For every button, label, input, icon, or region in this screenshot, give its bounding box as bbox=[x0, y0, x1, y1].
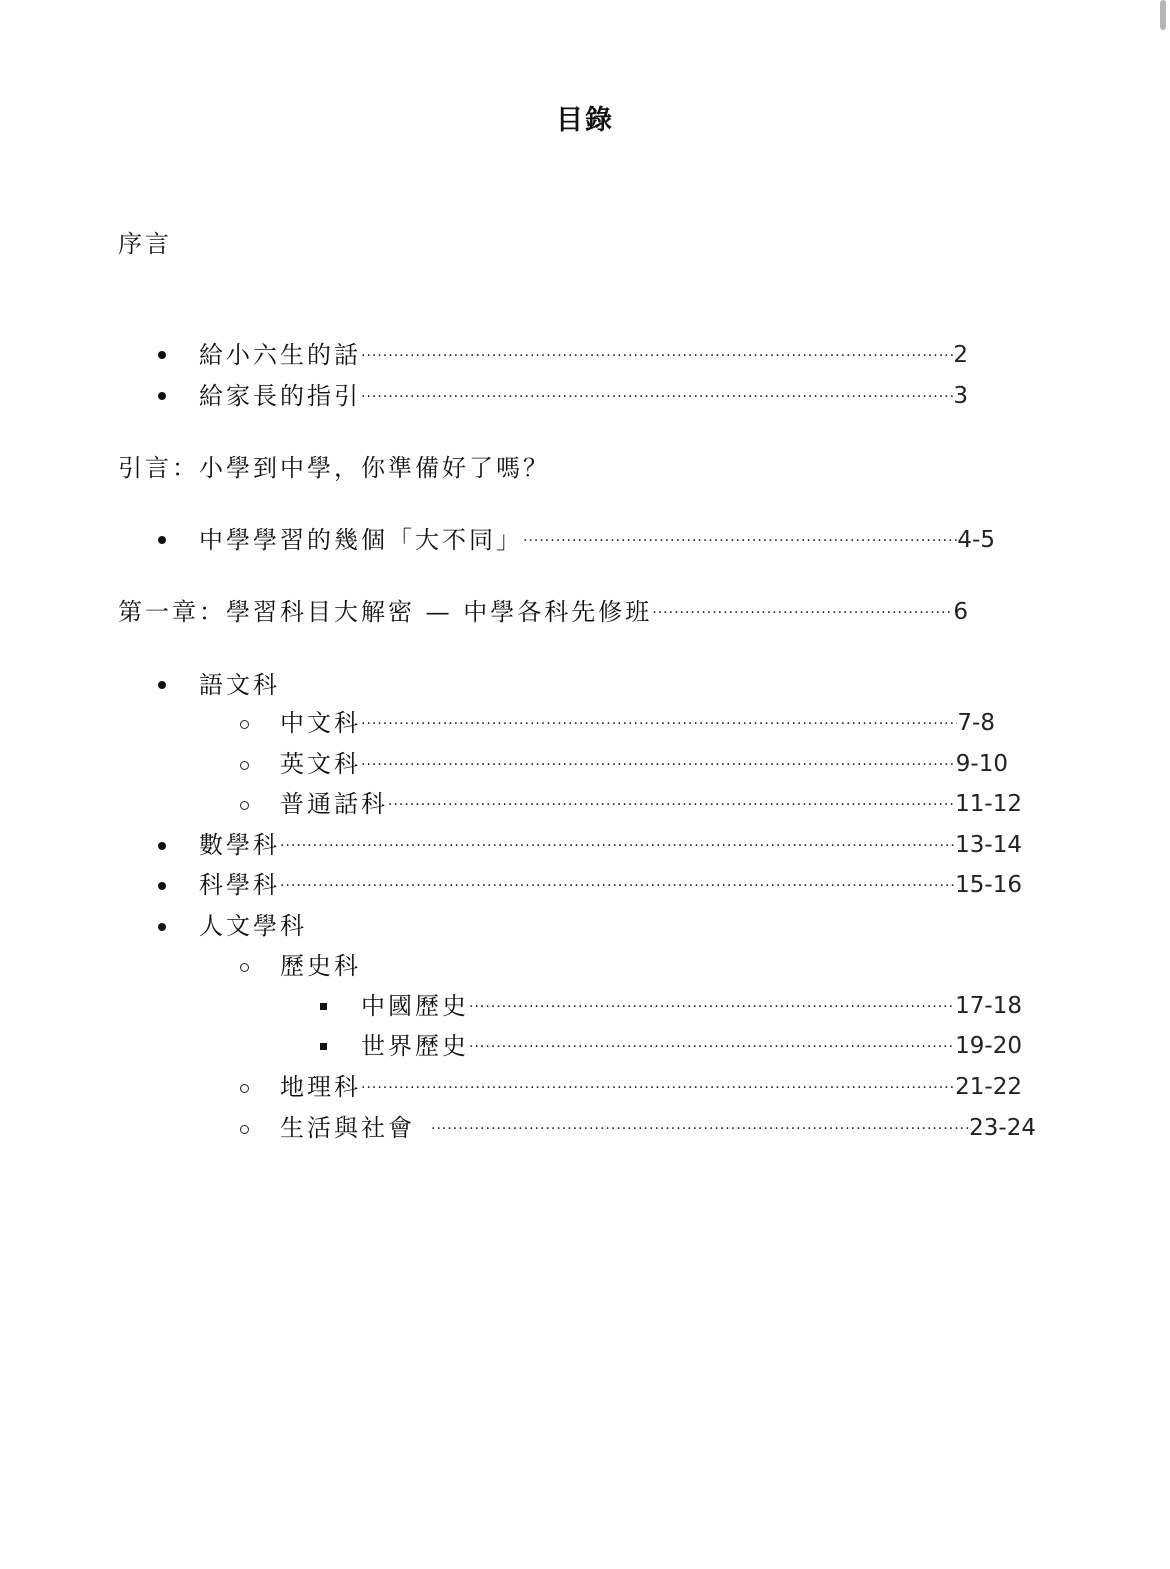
bullet-circle-icon bbox=[240, 1125, 249, 1134]
bullet-disc-icon bbox=[158, 536, 166, 544]
bullet-circle-icon bbox=[240, 1084, 249, 1093]
bullet-disc-icon bbox=[158, 351, 166, 359]
toc-entry-label: 人文學科 bbox=[199, 912, 307, 940]
toc-entry-label: 第一章：學習科目大解密 — 中學各科先修班 bbox=[118, 598, 653, 626]
dot-leader bbox=[469, 991, 955, 1023]
toc-entry-science[interactable] bbox=[199, 869, 1022, 901]
toc-entry-label: 中文科 bbox=[280, 709, 361, 737]
bullet-disc-icon bbox=[158, 923, 166, 931]
dot-leader bbox=[431, 1113, 969, 1145]
dot-leader bbox=[361, 708, 957, 740]
toc-entry-page: 9-10 bbox=[955, 751, 1008, 777]
toc-entry-label: 數學科 bbox=[199, 831, 280, 859]
toc-group-humanities bbox=[199, 910, 307, 942]
toc-group-languages bbox=[199, 669, 280, 701]
toc-entry-page: 4-5 bbox=[957, 527, 995, 553]
toc-entry-page: 2 bbox=[953, 342, 968, 368]
dot-leader bbox=[280, 870, 955, 902]
bullet-circle-icon bbox=[240, 761, 249, 770]
toc-entry-life-and-society[interactable] bbox=[280, 1112, 1036, 1144]
page-title: 目錄 bbox=[556, 105, 614, 136]
toc-entry-label: 給小六生的話 bbox=[199, 341, 361, 369]
toc-entry-label: 生活與社會 bbox=[280, 1114, 415, 1142]
toc-entry-label: 世界歷史 bbox=[361, 1032, 469, 1060]
dot-leader bbox=[469, 1031, 955, 1063]
toc-entry-page: 23-24 bbox=[969, 1115, 1036, 1141]
toc-entry-page: 6 bbox=[953, 599, 968, 625]
dot-leader bbox=[280, 830, 955, 862]
toc-entry-label: 地理科 bbox=[280, 1073, 361, 1101]
bullet-circle-icon bbox=[240, 720, 249, 729]
toc-entry-page: 11-12 bbox=[955, 791, 1022, 817]
section-heading-preface: 序言 bbox=[118, 230, 172, 258]
dot-leader bbox=[523, 525, 957, 557]
toc-entry-label: 普通話科 bbox=[280, 790, 388, 818]
toc-entry-chinese-history[interactable] bbox=[361, 990, 1022, 1022]
toc-entry-page: 15-16 bbox=[955, 872, 1022, 898]
toc-entry-preface-students[interactable] bbox=[199, 339, 968, 371]
toc-entry-chinese[interactable] bbox=[280, 707, 995, 739]
toc-entry-label: 中學學習的幾個「大不同」 bbox=[199, 526, 523, 554]
toc-entry-mathematics[interactable] bbox=[199, 829, 1022, 861]
toc-entry-chapter-1[interactable] bbox=[118, 596, 968, 628]
bullet-square-icon bbox=[320, 1043, 327, 1050]
toc-entry-preface-parents[interactable] bbox=[199, 380, 968, 412]
toc-entry-label: 語文科 bbox=[199, 671, 280, 699]
dot-leader bbox=[361, 1072, 955, 1104]
toc-entry-english[interactable] bbox=[280, 748, 1008, 780]
bullet-disc-icon bbox=[158, 842, 166, 850]
toc-entry-intro-differences[interactable] bbox=[199, 524, 995, 556]
toc-entry-label: 中國歷史 bbox=[361, 992, 469, 1020]
section-heading-intro: 引言：小學到中學，你準備好了嗎？ bbox=[118, 454, 550, 482]
toc-entry-label: 英文科 bbox=[280, 750, 361, 778]
scrollbar-thumb[interactable] bbox=[1160, 0, 1166, 30]
bullet-disc-icon bbox=[158, 681, 166, 689]
toc-entry-putonghua[interactable] bbox=[280, 788, 1022, 820]
toc-entry-geography[interactable] bbox=[280, 1071, 1022, 1103]
dot-leader bbox=[361, 749, 956, 781]
toc-entry-label: 科學科 bbox=[199, 871, 280, 899]
toc-group-history bbox=[280, 950, 361, 982]
bullet-circle-icon bbox=[240, 801, 249, 810]
toc-entry-label: 歷史科 bbox=[280, 952, 361, 980]
toc-entry-world-history[interactable] bbox=[361, 1030, 1022, 1062]
dot-leader bbox=[652, 597, 953, 629]
dot-leader bbox=[361, 381, 953, 413]
toc-entry-page: 17-18 bbox=[955, 993, 1022, 1019]
bullet-circle-icon bbox=[240, 963, 249, 972]
toc-entry-page: 19-20 bbox=[955, 1033, 1022, 1059]
bullet-disc-icon bbox=[158, 392, 166, 400]
toc-entry-page: 7-8 bbox=[957, 710, 995, 736]
bullet-square-icon bbox=[320, 1003, 327, 1010]
dot-leader bbox=[388, 789, 955, 821]
toc-entry-page: 13-14 bbox=[955, 832, 1022, 858]
bullet-disc-icon bbox=[158, 882, 166, 890]
dot-leader bbox=[361, 340, 953, 372]
toc-entry-page: 21-22 bbox=[955, 1074, 1022, 1100]
toc-entry-page: 3 bbox=[953, 383, 968, 409]
toc-entry-label: 給家長的指引 bbox=[199, 382, 361, 410]
